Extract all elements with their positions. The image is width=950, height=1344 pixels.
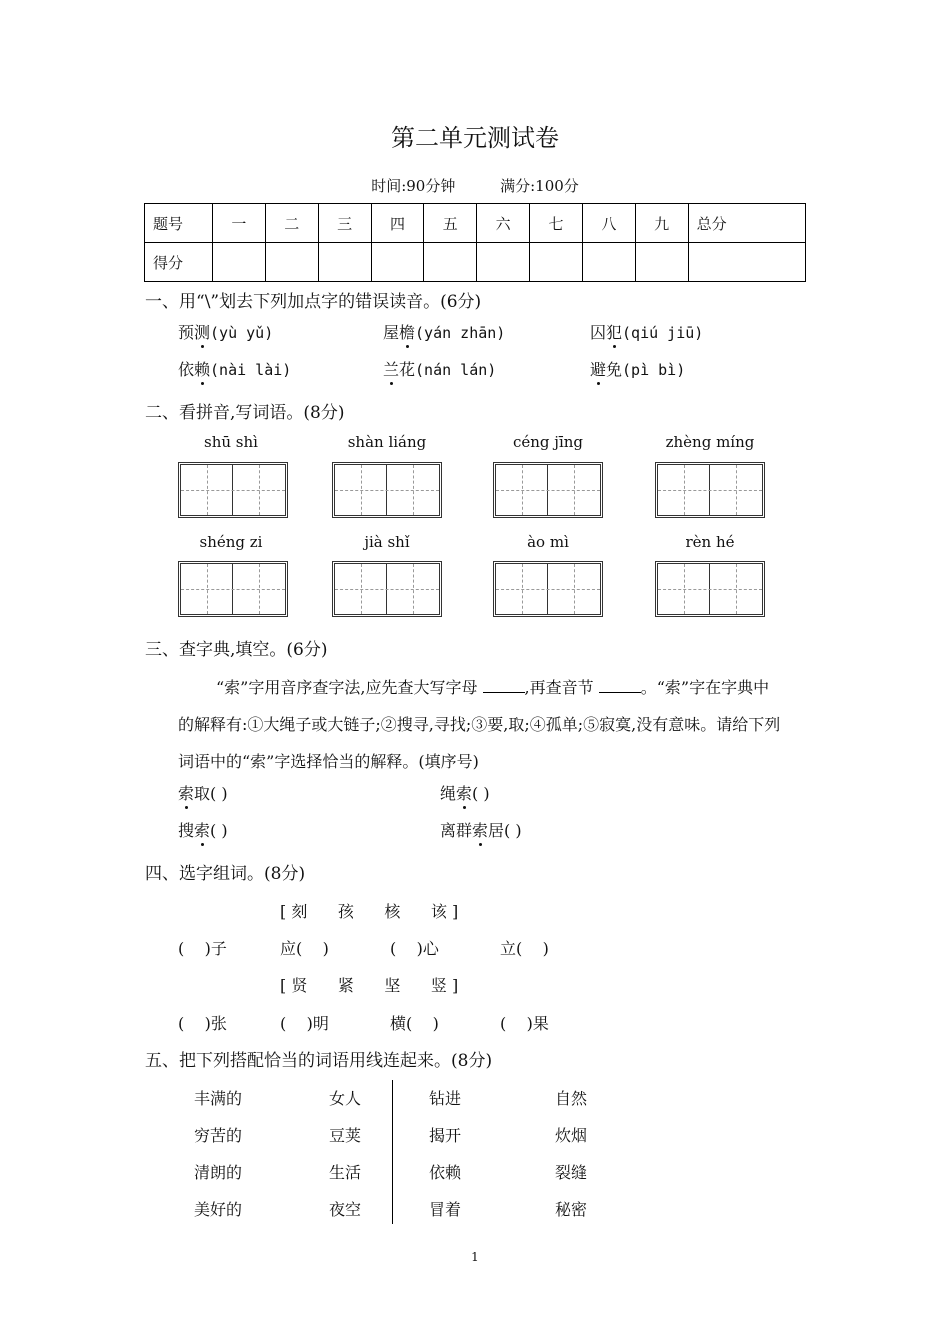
q3-text: 离群 <box>440 821 473 840</box>
score-cell: 五 <box>424 204 477 243</box>
q1-pinyin-options: (yù yǔ) <box>210 324 274 342</box>
q3-paragraph <box>216 675 769 698</box>
q5-word[interactable]: 揭开 <box>429 1126 462 1145</box>
score-cell: 六 <box>477 204 530 243</box>
q1-item <box>383 357 496 380</box>
score-cell: 一 <box>213 204 266 243</box>
q4-blank[interactable]: 横( ) <box>390 1014 439 1033</box>
q1-dotted-char: 避 <box>590 360 607 379</box>
q1-dotted-char: 赖 <box>194 360 211 379</box>
writing-grid[interactable] <box>178 561 288 617</box>
score-cell: 总分 <box>688 204 805 243</box>
score-input-cell[interactable] <box>318 243 371 282</box>
q2-pinyin: ào mì <box>527 533 569 551</box>
q1-item <box>178 320 273 343</box>
q1-char: 花 <box>399 360 416 379</box>
q3-dotted-char: 索 <box>194 821 211 840</box>
score-cell: 得分 <box>145 243 213 282</box>
q3-text: 取( ) <box>194 784 228 803</box>
q5-word[interactable]: 女人 <box>329 1089 362 1108</box>
score-table-header-row <box>145 204 806 243</box>
q2-pinyin: rèn hé <box>685 533 735 551</box>
score-table <box>144 203 806 282</box>
q5-divider <box>392 1080 393 1224</box>
q3-text: 搜 <box>178 821 195 840</box>
q3-paragraph: 的解释有:①大绳子或大链子;②搜寻,寻找;③要,取;④孤单;⑤寂寞,没有意味。请给下列 <box>178 715 781 734</box>
q4-blank[interactable]: ( )果 <box>500 1014 549 1033</box>
q1-heading: 一、用“\”划去下列加点字的错误读音。(6分) <box>145 292 482 312</box>
q3-dotted-char: 索 <box>472 821 489 840</box>
q5-word[interactable]: 自然 <box>555 1089 588 1108</box>
score-input-cell[interactable] <box>530 243 583 282</box>
q1-pinyin-options: (yán zhān) <box>415 324 506 342</box>
q5-word[interactable]: 秘密 <box>555 1200 588 1219</box>
fill-blank[interactable] <box>599 692 641 693</box>
q1-pinyin-options: (pì bì) <box>622 361 686 379</box>
q1-char: 囚 <box>590 323 607 342</box>
q4-char-group: [ 贤 紧 坚 竖 ] <box>280 976 459 995</box>
q5-word[interactable]: 裂缝 <box>555 1163 588 1182</box>
q5-word[interactable]: 夜空 <box>329 1200 362 1219</box>
q4-blank[interactable]: 立( ) <box>500 939 549 958</box>
q3-paragraph: 词语中的“索”字选择恰当的解释。(填序号) <box>178 752 479 771</box>
q3-item[interactable] <box>440 818 522 841</box>
q5-word[interactable]: 美好的 <box>194 1200 243 1219</box>
q3-text: ,再查音节 <box>524 678 594 697</box>
q1-item <box>178 357 291 380</box>
q2-pinyin: shàn liáng <box>347 433 427 451</box>
q5-word[interactable]: 钻进 <box>429 1089 462 1108</box>
page-number: 1 <box>471 1250 479 1264</box>
q5-word[interactable]: 穷苦的 <box>194 1126 243 1145</box>
writing-grid[interactable] <box>332 561 442 617</box>
q4-blank[interactable]: ( )子 <box>178 939 227 958</box>
exam-meta <box>0 175 950 196</box>
q1-pinyin-options: (qiú jiū) <box>622 324 704 342</box>
q3-text: ( ) <box>472 784 490 803</box>
q4-char-group: [ 刻 孩 核 该 ] <box>280 902 459 921</box>
score-input-cell[interactable] <box>371 243 424 282</box>
q2-pinyin: jià shǐ <box>364 533 410 551</box>
q5-word[interactable]: 豆荚 <box>329 1126 362 1145</box>
q3-heading: 三、查字典,填空。(6分) <box>145 640 328 660</box>
q1-dotted-char: 檐 <box>399 323 416 342</box>
score-input-cell[interactable] <box>265 243 318 282</box>
score-cell: 九 <box>635 204 688 243</box>
q1-dotted-char: 兰 <box>383 360 400 379</box>
full-score: 满分:100分 <box>500 177 579 195</box>
q1-item <box>590 357 685 380</box>
q3-text: ( ) <box>210 821 228 840</box>
q5-heading: 五、把下列搭配恰当的词语用线连起来。(8分) <box>145 1051 493 1071</box>
fill-blank[interactable] <box>483 692 525 693</box>
q1-char: 免 <box>606 360 623 379</box>
q1-item <box>383 320 505 343</box>
score-input-cell[interactable] <box>477 243 530 282</box>
score-input-cell[interactable] <box>424 243 477 282</box>
q1-dotted-char: 犯 <box>606 323 623 342</box>
page-title: 第二单元测试卷 <box>391 124 559 152</box>
q5-word[interactable]: 依赖 <box>429 1163 462 1182</box>
q3-dotted-char: 索 <box>178 784 195 803</box>
writing-grid[interactable] <box>493 561 603 617</box>
q5-word[interactable]: 清朗的 <box>194 1163 243 1182</box>
q3-dotted-char: 索 <box>456 784 473 803</box>
q3-text: 绳 <box>440 784 457 803</box>
q4-blank[interactable]: ( )张 <box>178 1014 227 1033</box>
writing-grid[interactable] <box>655 462 765 518</box>
q3-text: “索”字用音序查字法,应先查大写字母 <box>216 678 478 697</box>
q3-item[interactable] <box>178 818 228 841</box>
score-input-cell[interactable] <box>635 243 688 282</box>
q4-heading: 四、选字组词。(8分) <box>145 864 306 884</box>
writing-grid[interactable] <box>332 462 442 518</box>
q3-item[interactable] <box>178 781 228 804</box>
q5-word[interactable]: 冒着 <box>429 1200 462 1219</box>
q2-pinyin: zhèng míng <box>665 433 755 451</box>
q5-word[interactable]: 炊烟 <box>555 1126 588 1145</box>
q2-pinyin: shéng zi <box>199 533 263 551</box>
q2-pinyin: céng jīng <box>512 433 584 451</box>
q1-char: 预 <box>178 323 195 342</box>
q1-pinyin-options: (nán lán) <box>415 361 497 379</box>
q1-pinyin-options: (nài lài) <box>210 361 292 379</box>
q2-heading: 二、看拼音,写词语。(8分) <box>145 403 345 423</box>
q3-text: 居( ) <box>488 821 522 840</box>
q1-char: 屋 <box>383 323 400 342</box>
q3-item[interactable] <box>440 781 490 804</box>
score-cell: 三 <box>318 204 371 243</box>
q4-blank[interactable]: ( )心 <box>390 939 439 958</box>
q3-text: 。“索”字在字典中 <box>640 678 770 697</box>
q4-blank[interactable]: 应( ) <box>280 939 329 958</box>
score-cell: 二 <box>265 204 318 243</box>
time-limit: 时间:90分钟 <box>371 177 456 195</box>
score-input-cell[interactable] <box>213 243 266 282</box>
writing-grid[interactable] <box>655 561 765 617</box>
q4-blank[interactable]: ( )明 <box>280 1014 329 1033</box>
score-cell: 题号 <box>145 204 213 243</box>
score-table-score-row <box>145 243 806 282</box>
score-input-cell[interactable] <box>582 243 635 282</box>
score-input-cell[interactable] <box>688 243 805 282</box>
q1-dotted-char: 测 <box>194 323 211 342</box>
q1-char: 依 <box>178 360 195 379</box>
writing-grid[interactable] <box>178 462 288 518</box>
score-cell: 八 <box>582 204 635 243</box>
q1-item <box>590 320 703 343</box>
q5-word[interactable]: 生活 <box>329 1163 362 1182</box>
q2-pinyin: shū shì <box>204 433 258 451</box>
score-cell: 七 <box>530 204 583 243</box>
score-cell: 四 <box>371 204 424 243</box>
q5-word[interactable]: 丰满的 <box>194 1089 243 1108</box>
writing-grid[interactable] <box>493 462 603 518</box>
